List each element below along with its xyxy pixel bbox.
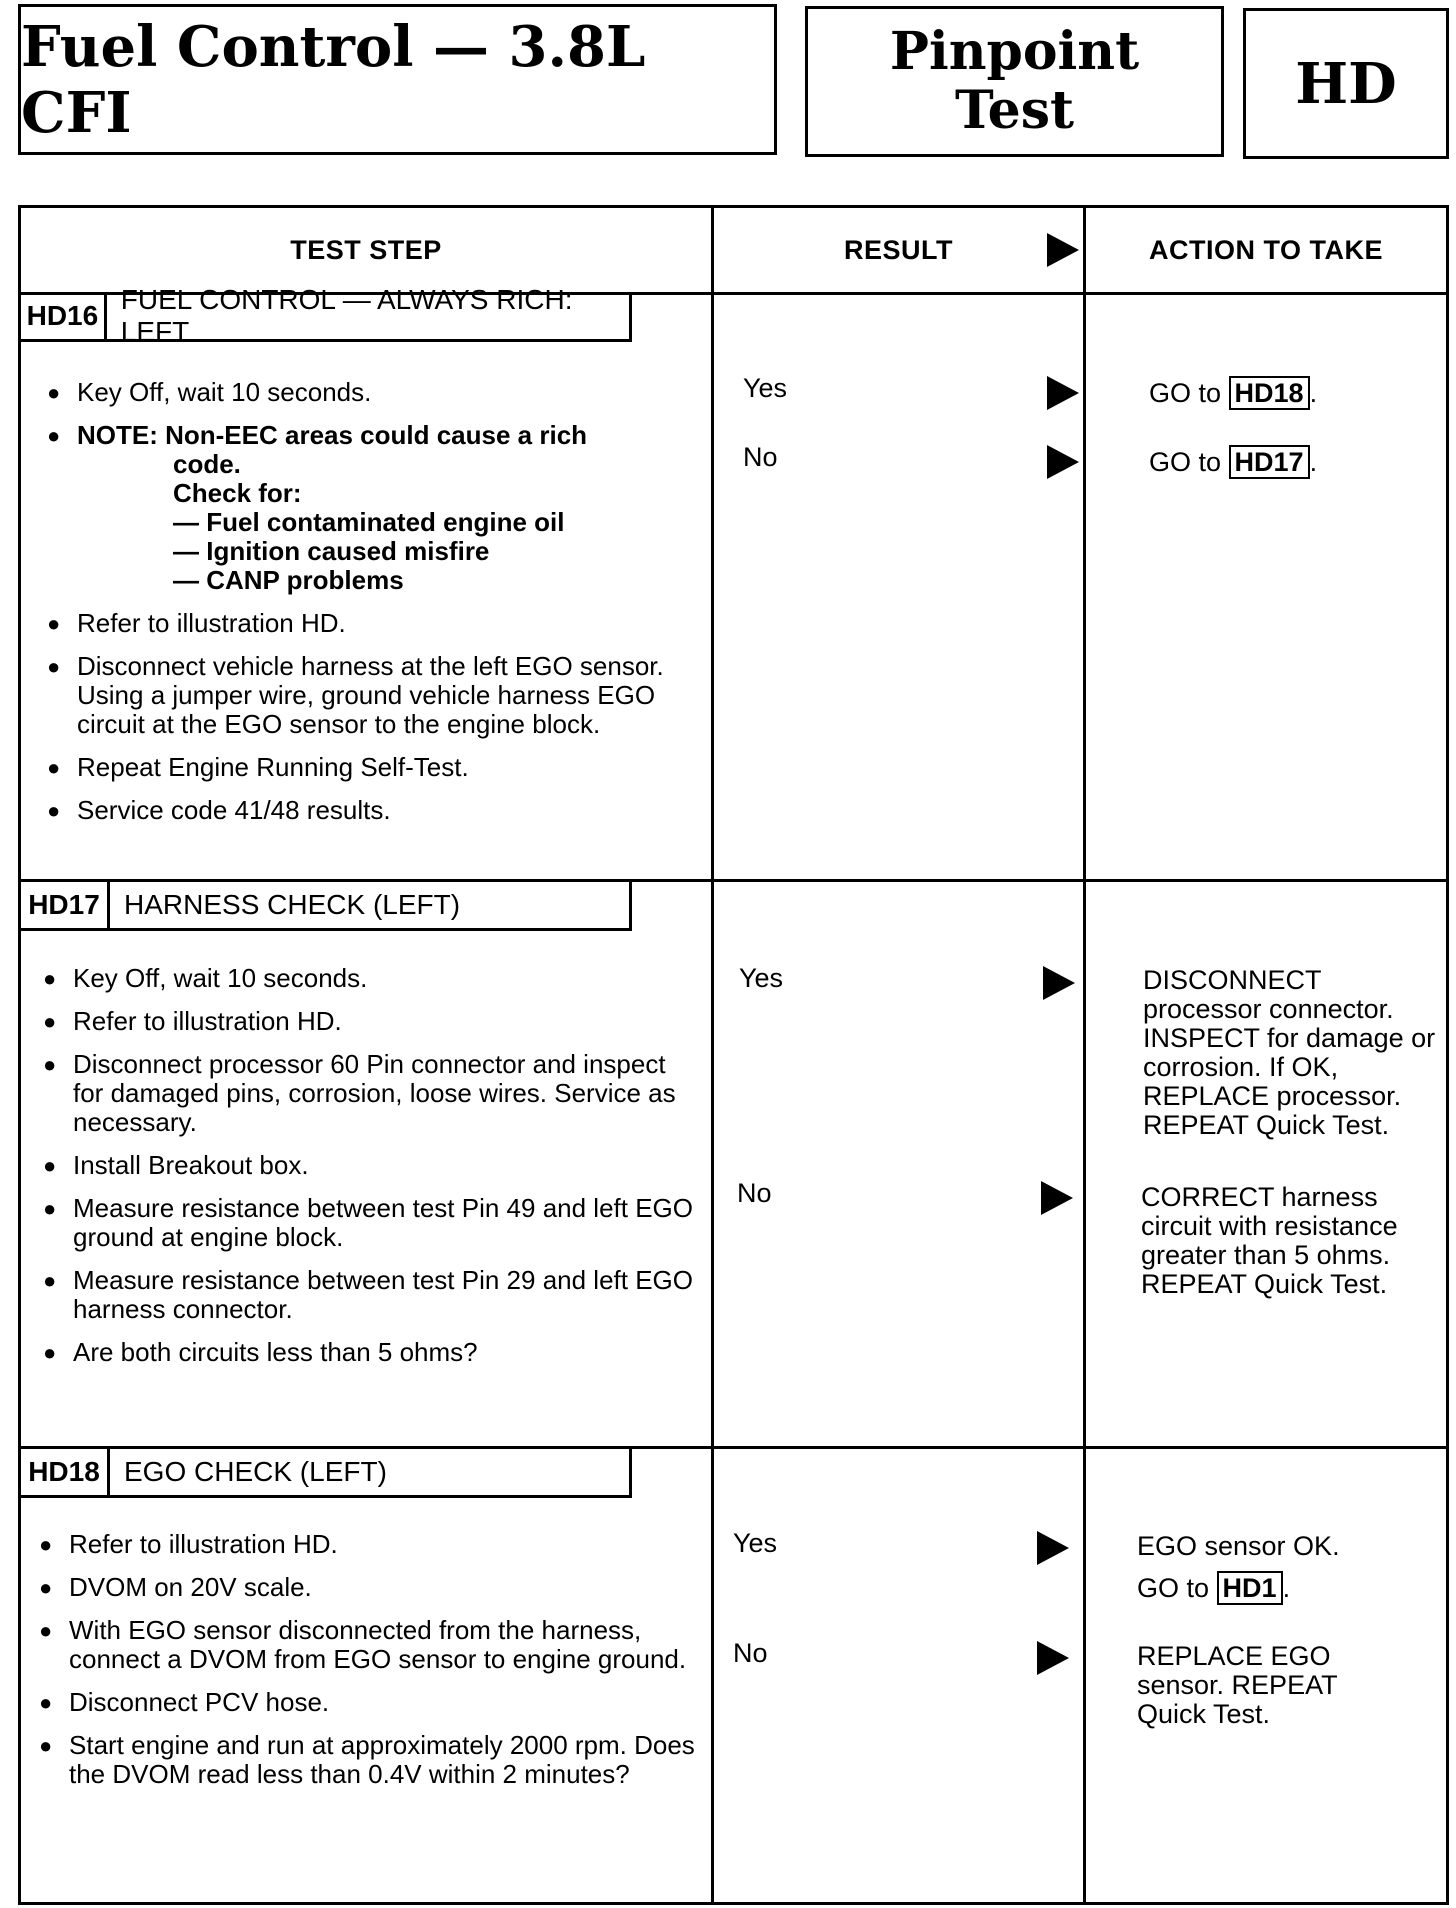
list-item: ● Key Off, wait 10 seconds. [39,964,699,993]
action-hd18-no: REPLACE EGO sensor. REPEAT Quick Test. [1137,1641,1338,1729]
list-item: ● Disconnect vehicle harness at the left EGO sensor. Using a jumper wire, ground vehicle harness EGO circuit at the EGO sensor to the engine block. [43,652,683,739]
pinpoint-line1: Pinpoint [889,21,1140,83]
action-text: EGO sensor OK. [1137,1531,1340,1561]
col-result-label: RESULT [844,234,953,265]
action-hd16-yes [1149,376,1317,410]
result-no: No [733,1638,768,1668]
action-hd17-yes: DISCONNECT processor connector. INSPECT for damage or corrosion. If OK, REPLACE processor. REPEAT Quick Test. [1143,965,1436,1140]
list-item: ● Are both circuits less than 5 ohms? [39,1338,699,1367]
list-item: ● Measure resistance between test Pin 49 and left EGO ground at engine block. [39,1194,699,1252]
step-reference[interactable]: HD1 [1217,1571,1283,1605]
step-reference[interactable]: HD18 [1229,376,1310,410]
action-text: GO to [1149,378,1222,408]
list-item: ● Disconnect PCV hose. [35,1688,695,1717]
col-action: ACTION TO TAKE [1149,234,1383,265]
col-result [714,208,1083,292]
result-no: No [743,442,778,472]
note-line: Check for: [173,478,302,508]
list-item: ● DVOM on 20V scale. [35,1573,695,1602]
list-item: ● Service code 41/48 results. [43,796,683,825]
action-text: GO to [1137,1573,1210,1603]
result-yes: Yes [743,373,788,403]
arrow-right-icon [1037,1531,1069,1565]
note-lead: NOTE: Non-EEC areas could cause a rich [77,420,588,450]
step-header-hd18 [21,1449,632,1498]
pinpoint-line2: Test [954,79,1075,141]
result-yes: Yes [739,963,784,993]
divider-result [711,208,714,1902]
note-line: code. [173,449,241,479]
list-item: ● Refer to illustration HD. [35,1530,695,1559]
list-item: ● Install Breakout box. [39,1151,699,1180]
step-title: HARNESS CHECK (LEFT) [124,889,461,920]
arrow-right-icon [1047,376,1079,410]
step-code: HD16 [21,293,107,339]
action-text: GO to [1149,447,1222,477]
note-line: — Fuel contaminated engine oil [173,507,565,537]
divider-action [1083,208,1086,1902]
result-yes: Yes [733,1528,778,1558]
arrow-right-icon [1043,966,1075,1000]
action-hd18-yes [1137,1532,1340,1605]
step-code: HD18 [21,1449,110,1495]
arrow-right-icon [1037,1641,1069,1675]
list-item: ● Refer to illustration HD. [43,609,683,638]
header-arrow-icon [1047,233,1079,267]
list-item: ● Disconnect processor 60 Pin connector and inspect for damaged pins, corrosion, loose wires. Service as necessary. [39,1050,699,1137]
note-line: — Ignition caused misfire [173,536,490,566]
list-item: ● Start engine and run at approximately 2000 rpm. Does the DVOM read less than 0.4V within 2 minutes? [35,1731,695,1789]
action-hd17-no: CORRECT harness circuit with resistance greater than 5 ohms. REPEAT Quick Test. [1141,1182,1398,1299]
action-hd16-no [1149,445,1317,479]
list-item: ● Measure resistance between test Pin 29 and left EGO harness connector. [39,1266,699,1324]
test-table [18,205,1449,1905]
arrow-right-icon [1041,1181,1073,1215]
note-item [43,421,683,595]
arrow-right-icon [1047,445,1079,479]
step-hd18-instructions [35,1530,695,1803]
step-header-hd17 [21,882,632,931]
list-item: ● With EGO sensor disconnected from the harness, connect a DVOM from EGO sensor to engine ground. [35,1616,695,1674]
list-item: ● Refer to illustration HD. [39,1007,699,1036]
list-item: ● Key Off, wait 10 seconds. [43,378,683,407]
pinpoint-test-label [805,6,1224,157]
page-title: Fuel Control — 3.8L CFI [18,4,777,155]
action-suffix: . [1282,1573,1291,1603]
step-hd16-instructions [43,378,683,839]
test-code: HD [1243,8,1449,159]
col-test-step: TEST STEP [290,234,442,265]
action-suffix: . [1309,447,1318,477]
note-line: — CANP problems [173,565,404,595]
step-header-hd16 [21,284,632,347]
step-hd17-instructions [39,964,699,1381]
action-suffix: . [1309,378,1318,408]
result-no: No [737,1178,772,1208]
step-title: FUEL CONTROL — ALWAYS RICH: LEFT [120,284,573,347]
list-item: ● Repeat Engine Running Self-Test. [43,753,683,782]
step-reference[interactable]: HD17 [1229,445,1310,479]
step-title: EGO CHECK (LEFT) [124,1456,387,1487]
step-code: HD17 [21,882,110,928]
